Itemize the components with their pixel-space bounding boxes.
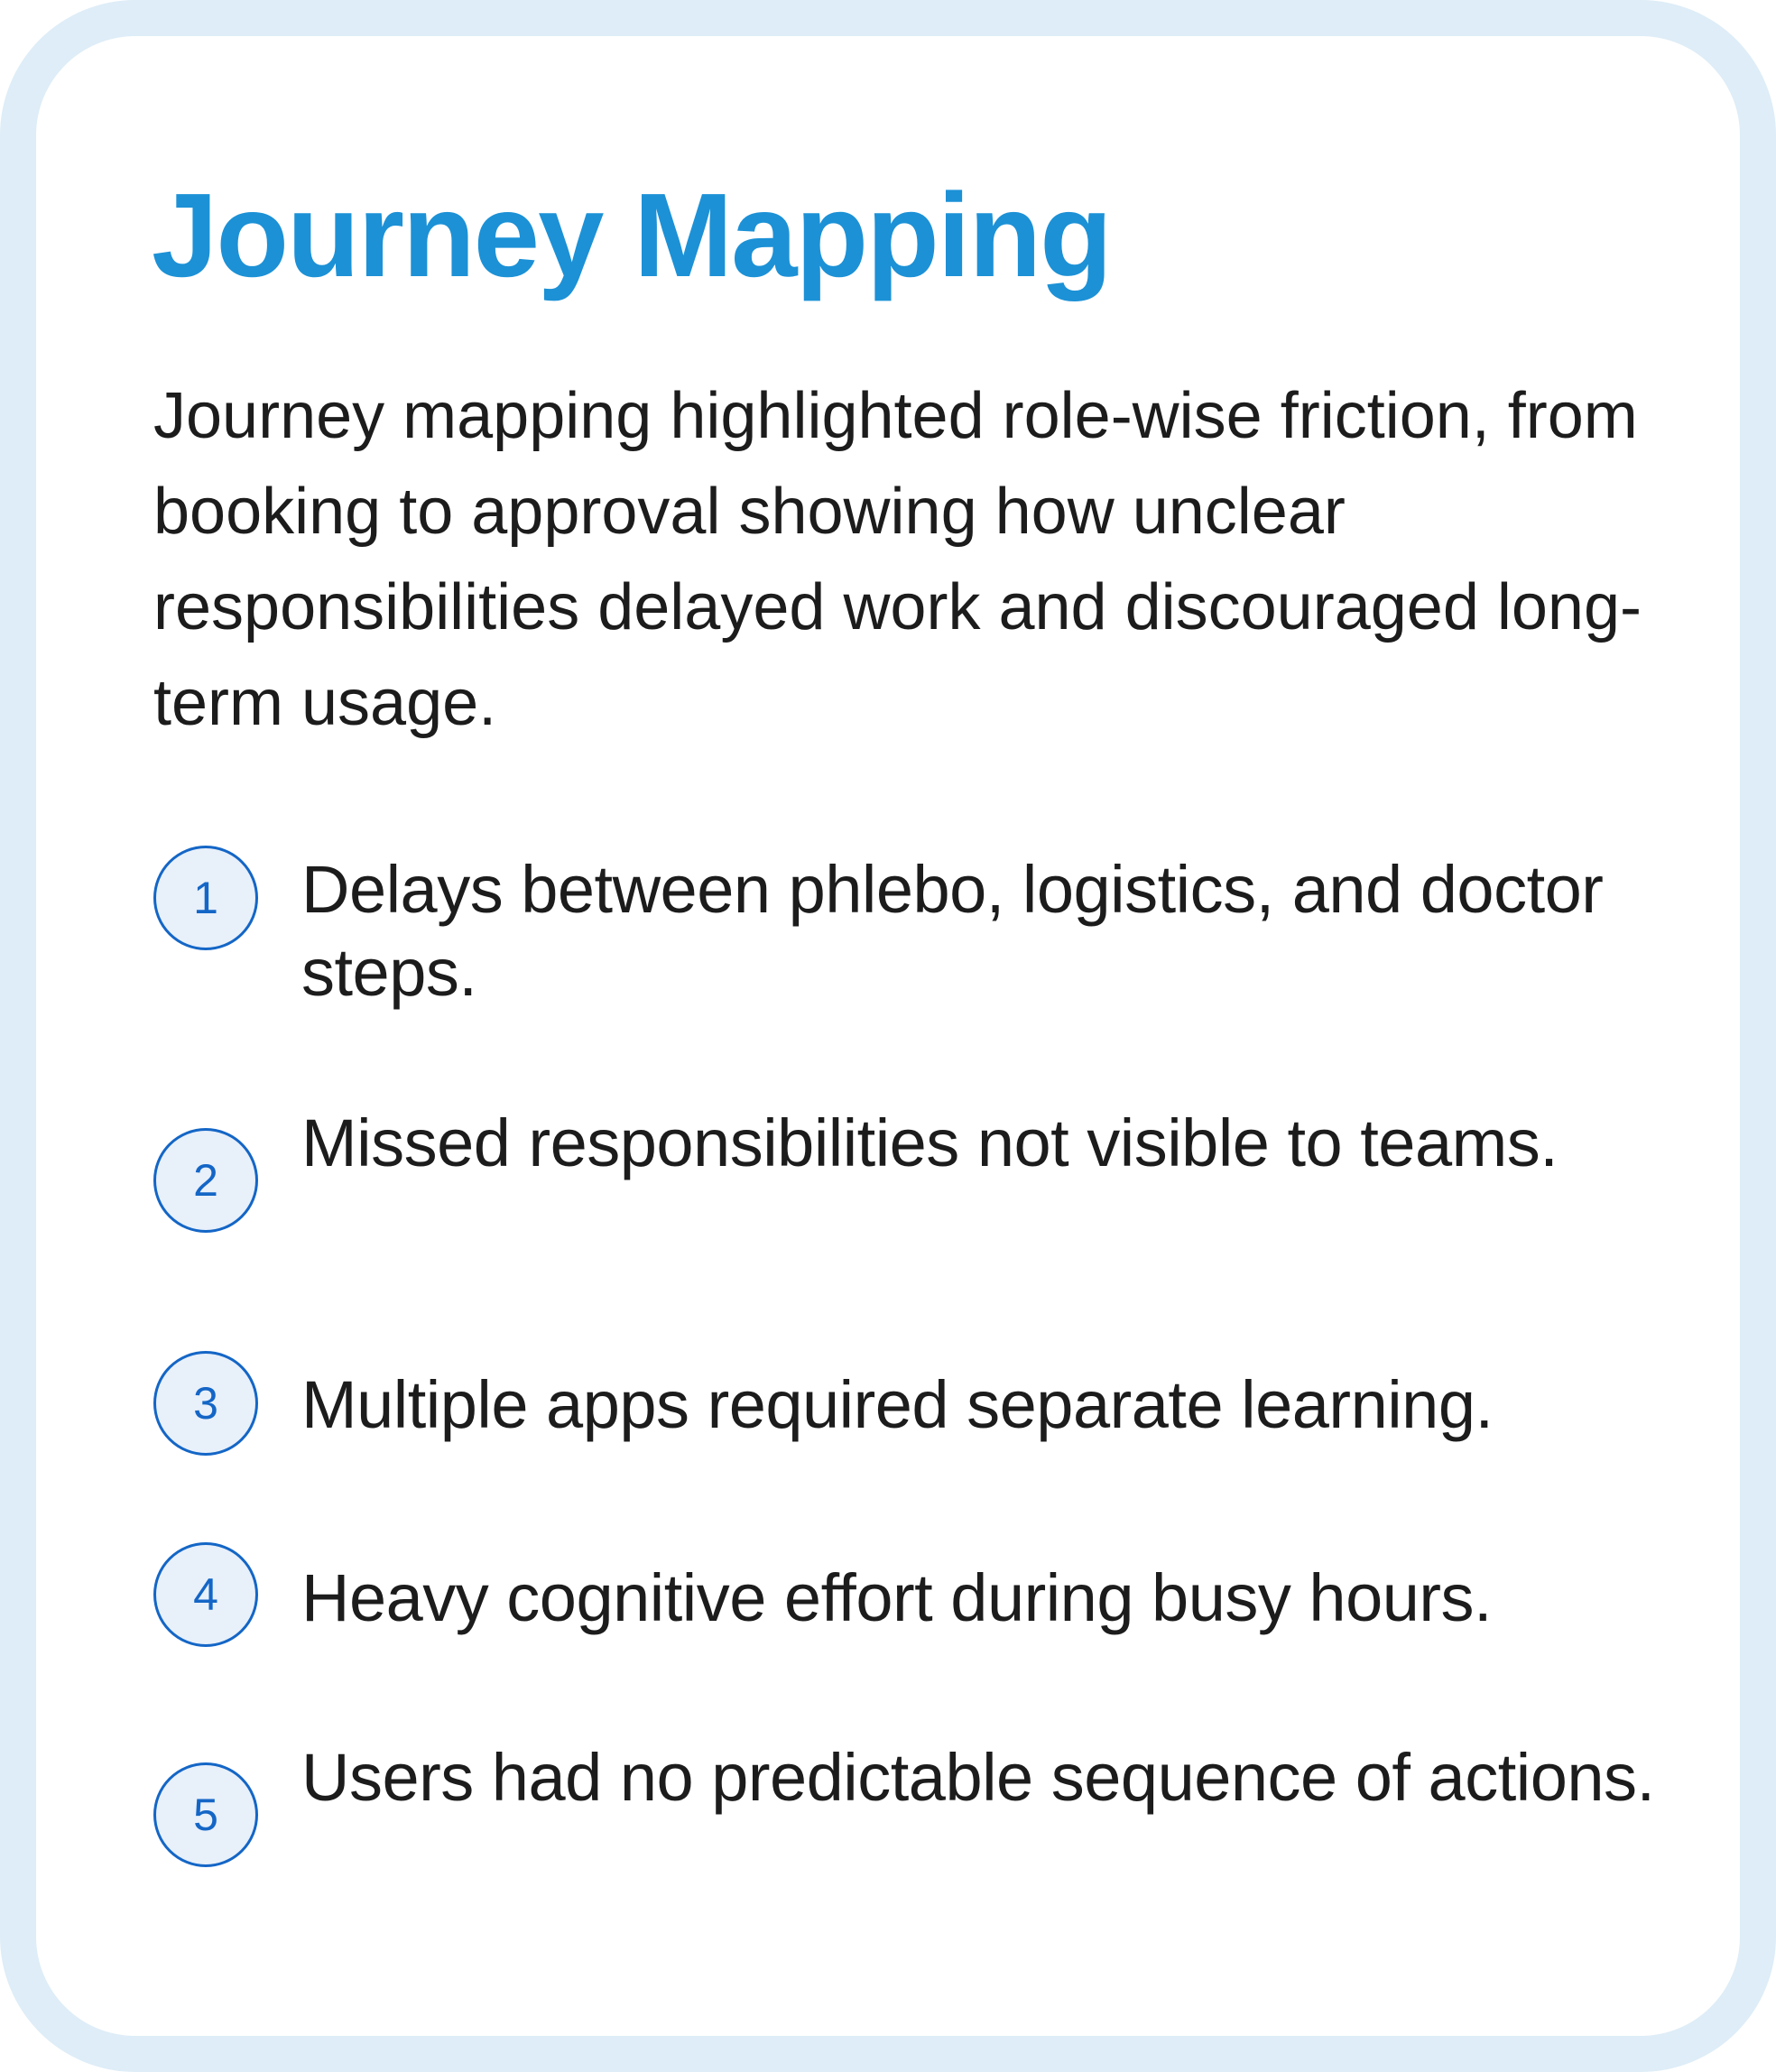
list-item-text: Multiple apps required separate learning.: [301, 1367, 1494, 1442]
page-title: Journey Mapping: [152, 169, 1111, 301]
list-item: [153, 1102, 1688, 1282]
intro-paragraph: Journey mapping highlighted role-wise friction, from booking to approval showing how unclear responsibilities delayed work and discouraged long-term usage.: [153, 380, 1642, 739]
number-badge: 5: [153, 1762, 258, 1867]
list-item-text: Users had no predictable sequence of actions.: [301, 1740, 1655, 1815]
number-badge: 1: [153, 846, 258, 950]
list-item-text: Heavy cognitive effort during busy hours.: [301, 1560, 1493, 1635]
list-item-text: Delays between phlebo, logistics, and doctor steps.: [301, 852, 1604, 1010]
list-item-text: Missed responsibilities not visible to teams.: [301, 1105, 1559, 1180]
list-item: [153, 1736, 1688, 1917]
list-item: [153, 1364, 1688, 1544]
number-badge: 2: [153, 1128, 258, 1233]
number-badge: 3: [153, 1351, 258, 1456]
list-item: [153, 848, 1688, 1029]
list-item: [153, 1557, 1688, 1737]
number-badge: 4: [153, 1542, 258, 1647]
